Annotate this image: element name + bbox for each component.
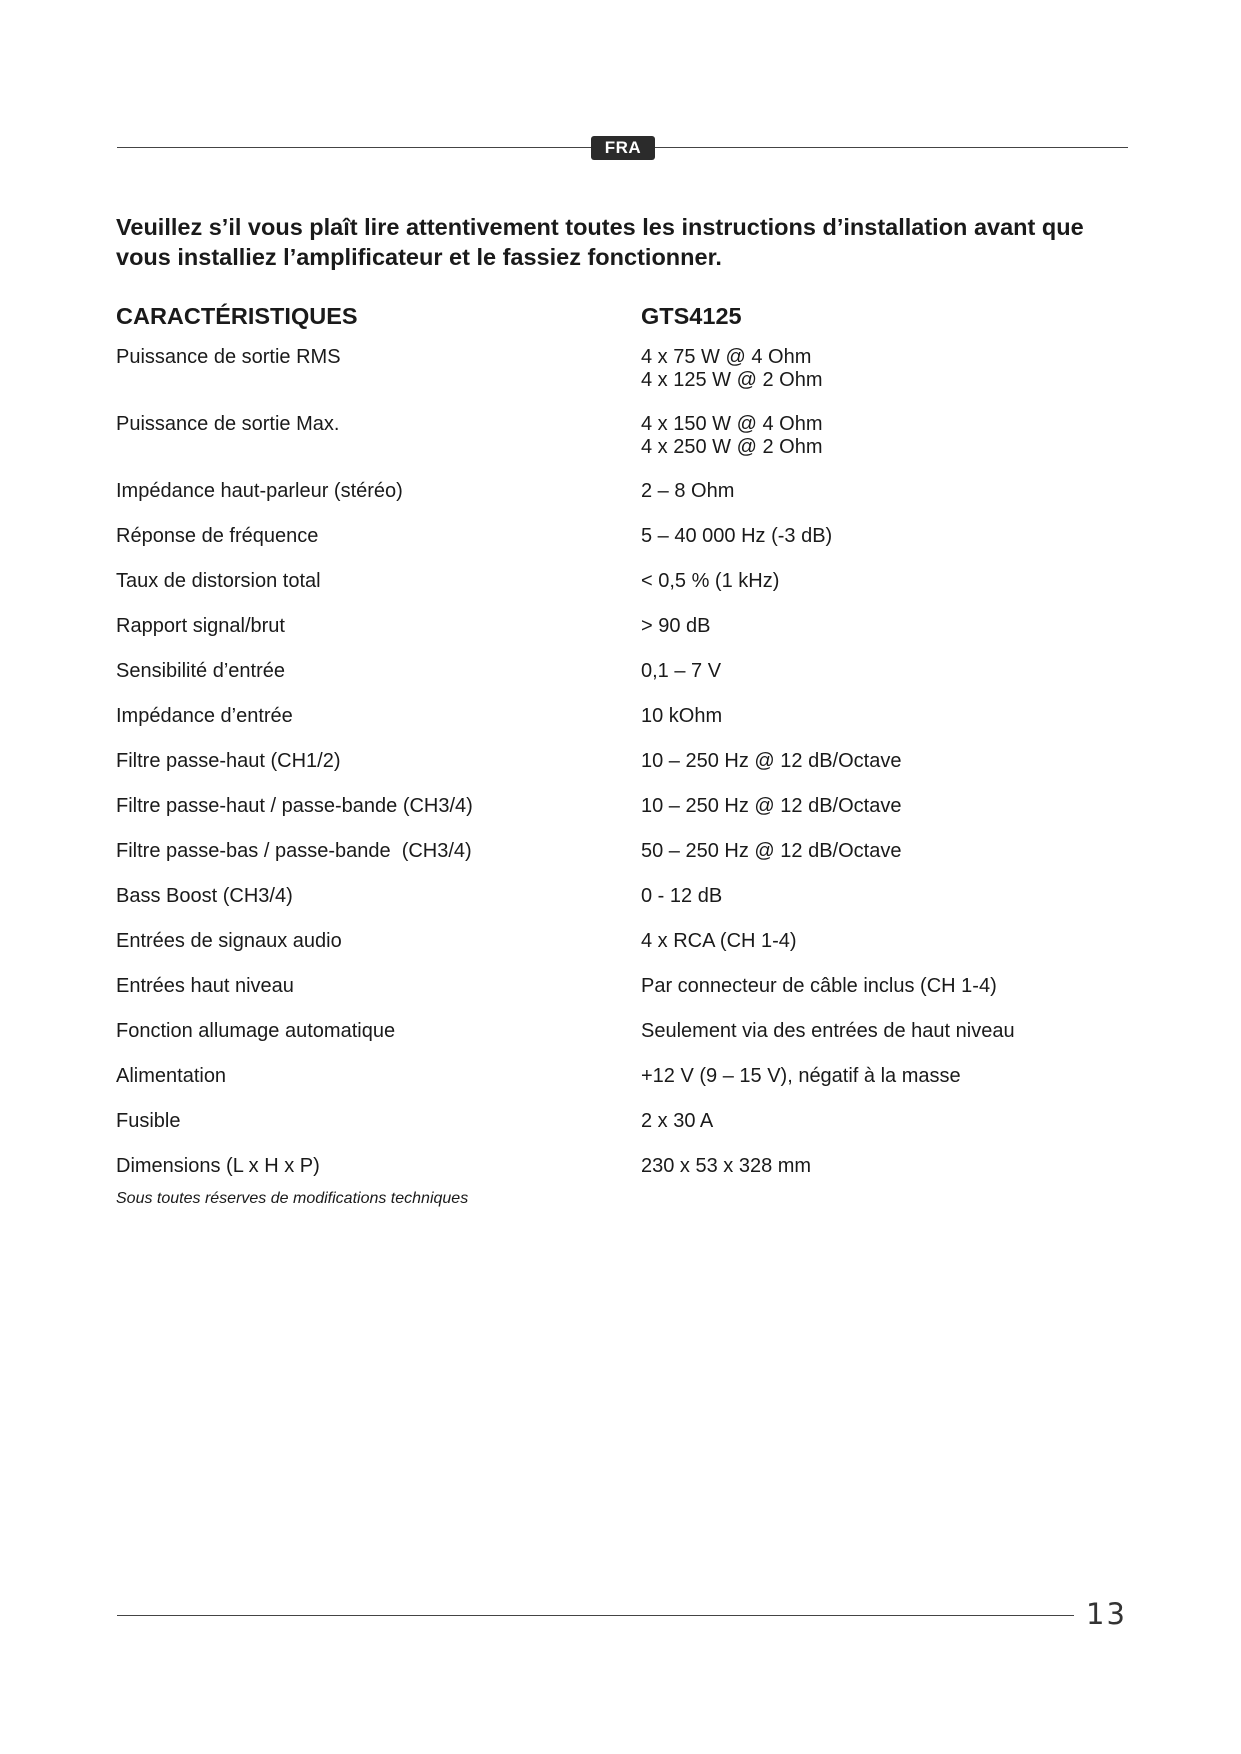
spec-label: Fusible [116, 1110, 181, 1132]
spec-label: Filtre passe-bas / passe-bande (CH3/4) [116, 840, 472, 862]
spec-value: 230 x 53 x 328 mm [641, 1155, 812, 1177]
spec-value: 4 x RCA (CH 1-4) [641, 930, 797, 952]
intro-instructions: Veuillez s’il vous plaît lire attentivement toutes les instructions d’installation avant que vous installiez l’amplificateur et le fassiez fonctionner. [116, 214, 1084, 270]
spec-label: Entrées de signaux audio [116, 930, 342, 952]
spec-value: < 0,5 % (1 kHz) [641, 570, 780, 592]
spec-label: Impédance haut-parleur (stéréo) [116, 480, 403, 502]
spec-label: Bass Boost (CH3/4) [116, 885, 293, 907]
spec-value: 4 x 150 W @ 4 Ohm [641, 413, 823, 435]
spec-label: Puissance de sortie RMS [116, 346, 341, 368]
spec-label: Fonction allumage automatique [116, 1020, 396, 1042]
spec-value: 2 – 8 Ohm [641, 480, 735, 502]
spec-label: Sensibilité d’entrée [116, 660, 285, 682]
spec-value: 10 kOhm [641, 705, 723, 727]
spec-value: 50 – 250 Hz @ 12 dB/Octave [641, 840, 902, 862]
language-badge: FRA [591, 136, 655, 160]
spec-label: Dimensions (L x H x P) [116, 1155, 320, 1177]
spec-label: Filtre passe-haut (CH1/2) [116, 750, 341, 772]
spec-value: 5 – 40 000 Hz (-3 dB) [641, 525, 833, 547]
spec-label: Alimentation [116, 1065, 227, 1087]
spec-label: Impédance d’entrée [116, 705, 293, 727]
page-number: 13 [1086, 1597, 1127, 1631]
specs-heading: CARACTÉRISTIQUES [116, 303, 358, 329]
spec-label: Puissance de sortie Max. [116, 413, 340, 435]
spec-value: > 90 dB [641, 615, 711, 637]
spec-value: +12 V (9 – 15 V), négatif à la masse [641, 1065, 961, 1087]
spec-label: Filtre passe-haut / passe-bande (CH3/4) [116, 795, 473, 817]
spec-label: Réponse de fréquence [116, 525, 319, 547]
spec-label: Rapport signal/brut [116, 615, 285, 637]
spec-label: Entrées haut niveau [116, 975, 294, 997]
specs-disclaimer: Sous toutes réserves de modifications techniques [116, 1190, 469, 1207]
spec-value: 4 x 75 W @ 4 Ohm [641, 346, 812, 368]
spec-value: 10 – 250 Hz @ 12 dB/Octave [641, 750, 902, 772]
spec-value: 2 x 30 A [641, 1110, 714, 1132]
spec-value: 0,1 – 7 V [641, 660, 722, 682]
spec-label: Taux de distorsion total [116, 570, 321, 592]
spec-value-secondary: 4 x 250 W @ 2 Ohm [641, 435, 823, 458]
model-heading: GTS4125 [641, 303, 742, 329]
spec-value: Par connecteur de câble inclus (CH 1-4) [641, 975, 997, 997]
footer-rule [117, 1615, 1074, 1616]
spec-value-secondary: 4 x 125 W @ 2 Ohm [641, 368, 823, 391]
spec-value: 0 - 12 dB [641, 885, 723, 907]
spec-value: Seulement via des entrées de haut niveau [641, 1020, 1015, 1042]
spec-value: 10 – 250 Hz @ 12 dB/Octave [641, 795, 902, 817]
